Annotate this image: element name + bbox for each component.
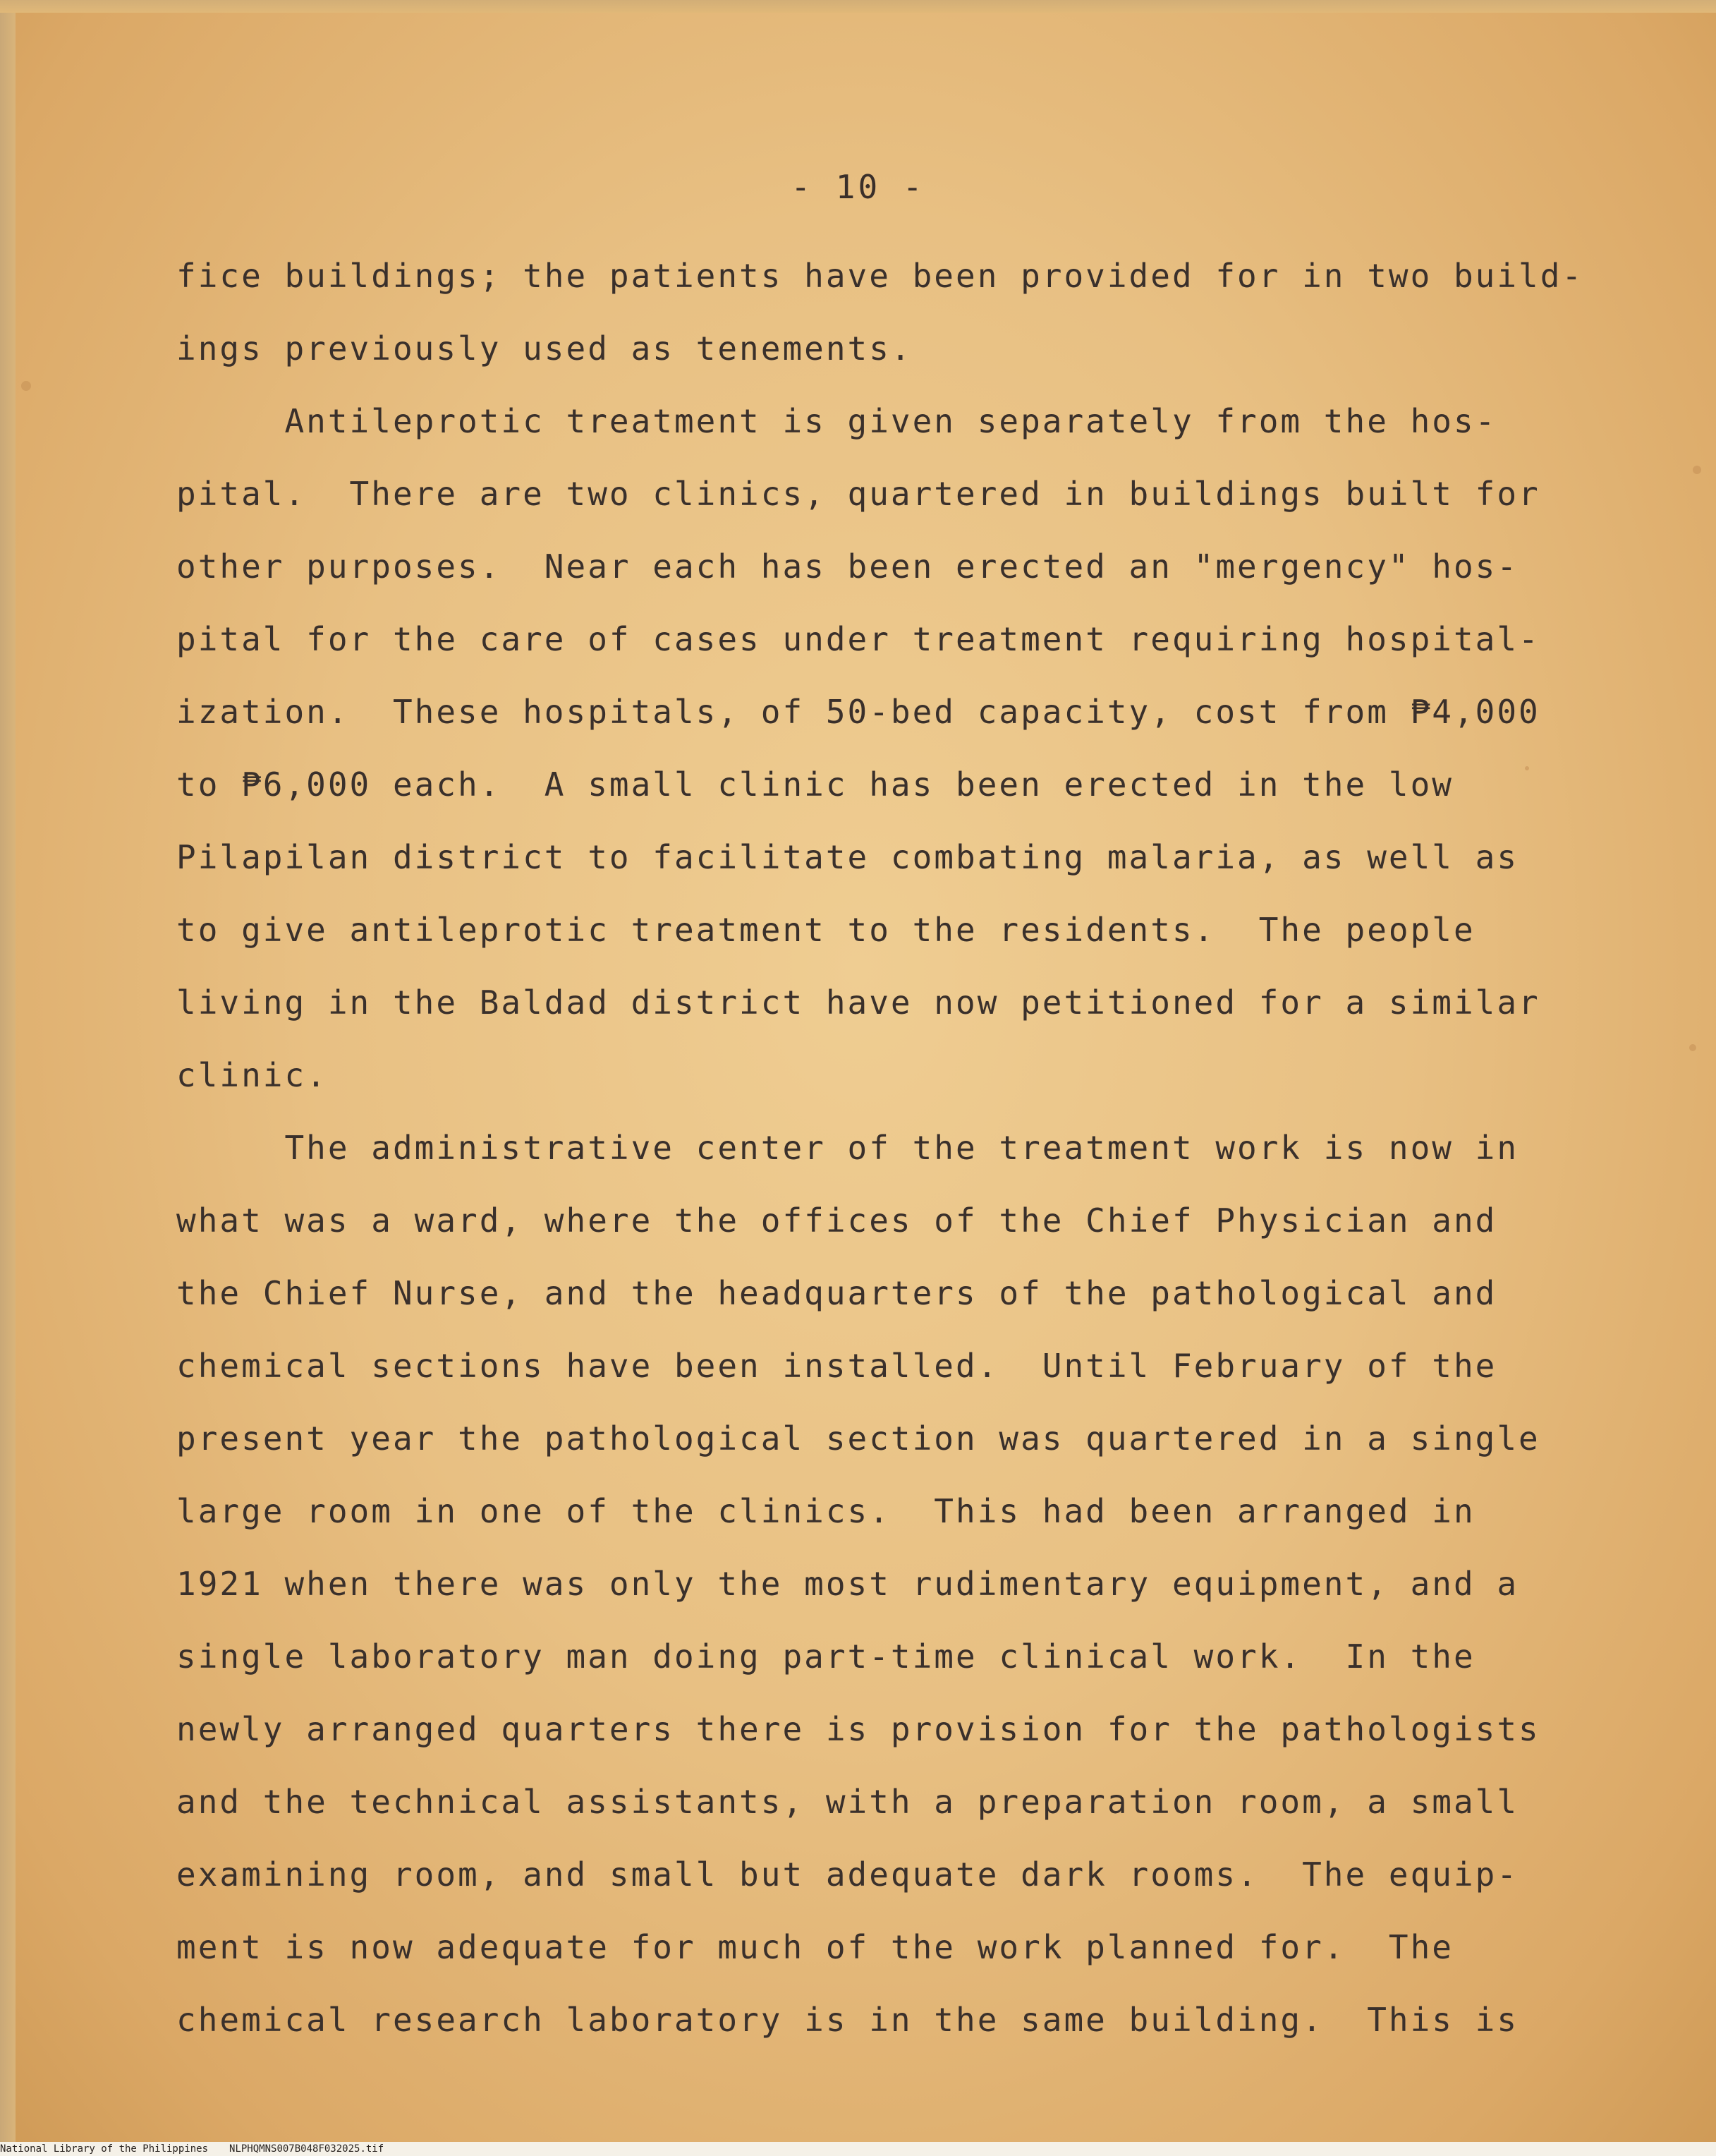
scan-footer <box>0 2142 1716 2156</box>
stain-spot <box>21 381 31 391</box>
text-line: Antileprotic treatment is given separately from the hos- <box>176 402 1497 440</box>
paper-top-edge <box>0 0 1716 13</box>
paper-left-edge <box>0 0 16 2156</box>
text-line: examining room, and small but adequate dark rooms. The equip- <box>176 1855 1519 1894</box>
text-line: chemical sections have been installed. Until February of the <box>176 1347 1497 1385</box>
text-line: 1921 when there was only the most rudimentary equipment, and a <box>176 1565 1519 1603</box>
text-line: The administrative center of the treatment work is now in <box>176 1129 1519 1167</box>
text-line: to ₱6,000 each. A small clinic has been erected in the low <box>176 765 1454 804</box>
text-line: ization. These hospitals, of 50-bed capacity, cost from ₱4,000 <box>176 693 1540 731</box>
text-line: single laboratory man doing part-time clinical work. In the <box>176 1637 1475 1676</box>
text-line: clinic. <box>176 1056 328 1094</box>
text-line: other purposes. Near each has been erected an "mergency" hos- <box>176 547 1519 586</box>
text-line: pital. There are two clinics, quartered in buildings built for <box>176 475 1540 513</box>
text-line: fice buildings; the patients have been provided for in two build- <box>176 257 1584 295</box>
text-line: what was a ward, where the offices of the Chief Physician and <box>176 1201 1497 1240</box>
text-line: pital for the care of cases under treatment requiring hospital- <box>176 620 1540 658</box>
text-line: large room in one of the clinics. This had been arranged in <box>176 1492 1475 1530</box>
text-line: chemical research laboratory is in the same building. This is <box>176 2001 1519 2039</box>
typed-body-text <box>176 240 1594 2057</box>
stain-spot <box>1693 466 1701 474</box>
text-line: ings previously used as tenements. <box>176 329 913 368</box>
page-number: - 10 - <box>791 168 925 206</box>
text-line: to give antileprotic treatment to the residents. The people <box>176 911 1475 949</box>
text-line: newly arranged quarters there is provision for the pathologists <box>176 1710 1540 1748</box>
footer-institution: National Library of the Philippines <box>0 2143 209 2155</box>
text-line: present year the pathological section was quartered in a single <box>176 1419 1540 1458</box>
stain-spot <box>1689 1044 1696 1051</box>
text-line: and the technical assistants, with a preparation room, a small <box>176 1783 1519 1821</box>
footer-filename: NLPHQMNS007B048F032025.tif <box>229 2143 384 2155</box>
text-line: the Chief Nurse, and the headquarters of the pathological and <box>176 1274 1497 1312</box>
text-line: ment is now adequate for much of the work planned for. The <box>176 1928 1454 1966</box>
text-line: living in the Baldad district have now petitioned for a similar <box>176 983 1540 1022</box>
text-line: Pilapilan district to facilitate combating malaria, as well as <box>176 838 1519 876</box>
